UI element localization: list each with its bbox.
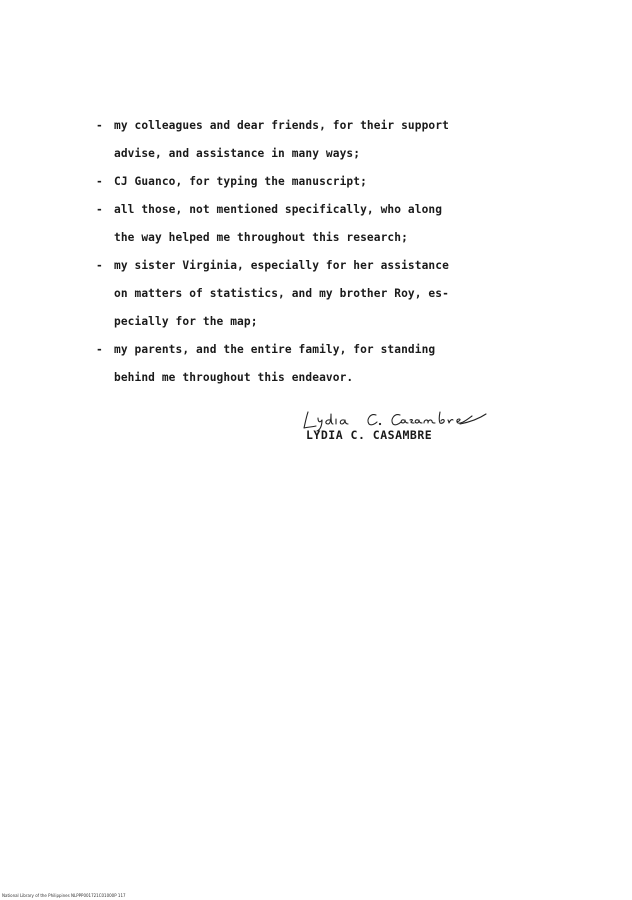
item-text-line: pecially for the map; [114,315,258,328]
item-text-line: behind me throughout this endeavor. [114,371,354,384]
acknowledgements-list [96,112,536,392]
bullet-dash: - [96,175,103,188]
item-text-line: my parents, and the entire family, for standing [114,343,436,356]
item-text-line: my sister Virginia, especially for her assistance [114,259,449,272]
list-item [96,112,536,168]
item-text-line: advise, and assistance in many ways; [114,147,361,160]
signature-block [300,408,540,448]
list-item [96,168,536,196]
list-item [96,252,536,336]
list-item [96,336,536,392]
bullet-dash: - [96,343,103,356]
list-item [96,196,536,252]
printed-name: LYDIA C. CASAMBRE [306,428,433,442]
footer-stamp: National Library of the Philippines NLPPP001721C01000P 117 [2,893,126,898]
bullet-dash: - [96,203,103,216]
bullet-dash: - [96,259,103,272]
item-text-line: my colleagues and dear friends, for their support [114,119,449,132]
bullet-dash: - [96,119,103,132]
item-text-line: the way helped me throughout this research; [114,231,408,244]
item-text-line: CJ Guanco, for typing the manuscript; [114,175,367,188]
item-text-line: on matters of statistics, and my brother Roy, es- [114,287,449,300]
item-text-line: all those, not mentioned specifically, who along [114,203,443,216]
